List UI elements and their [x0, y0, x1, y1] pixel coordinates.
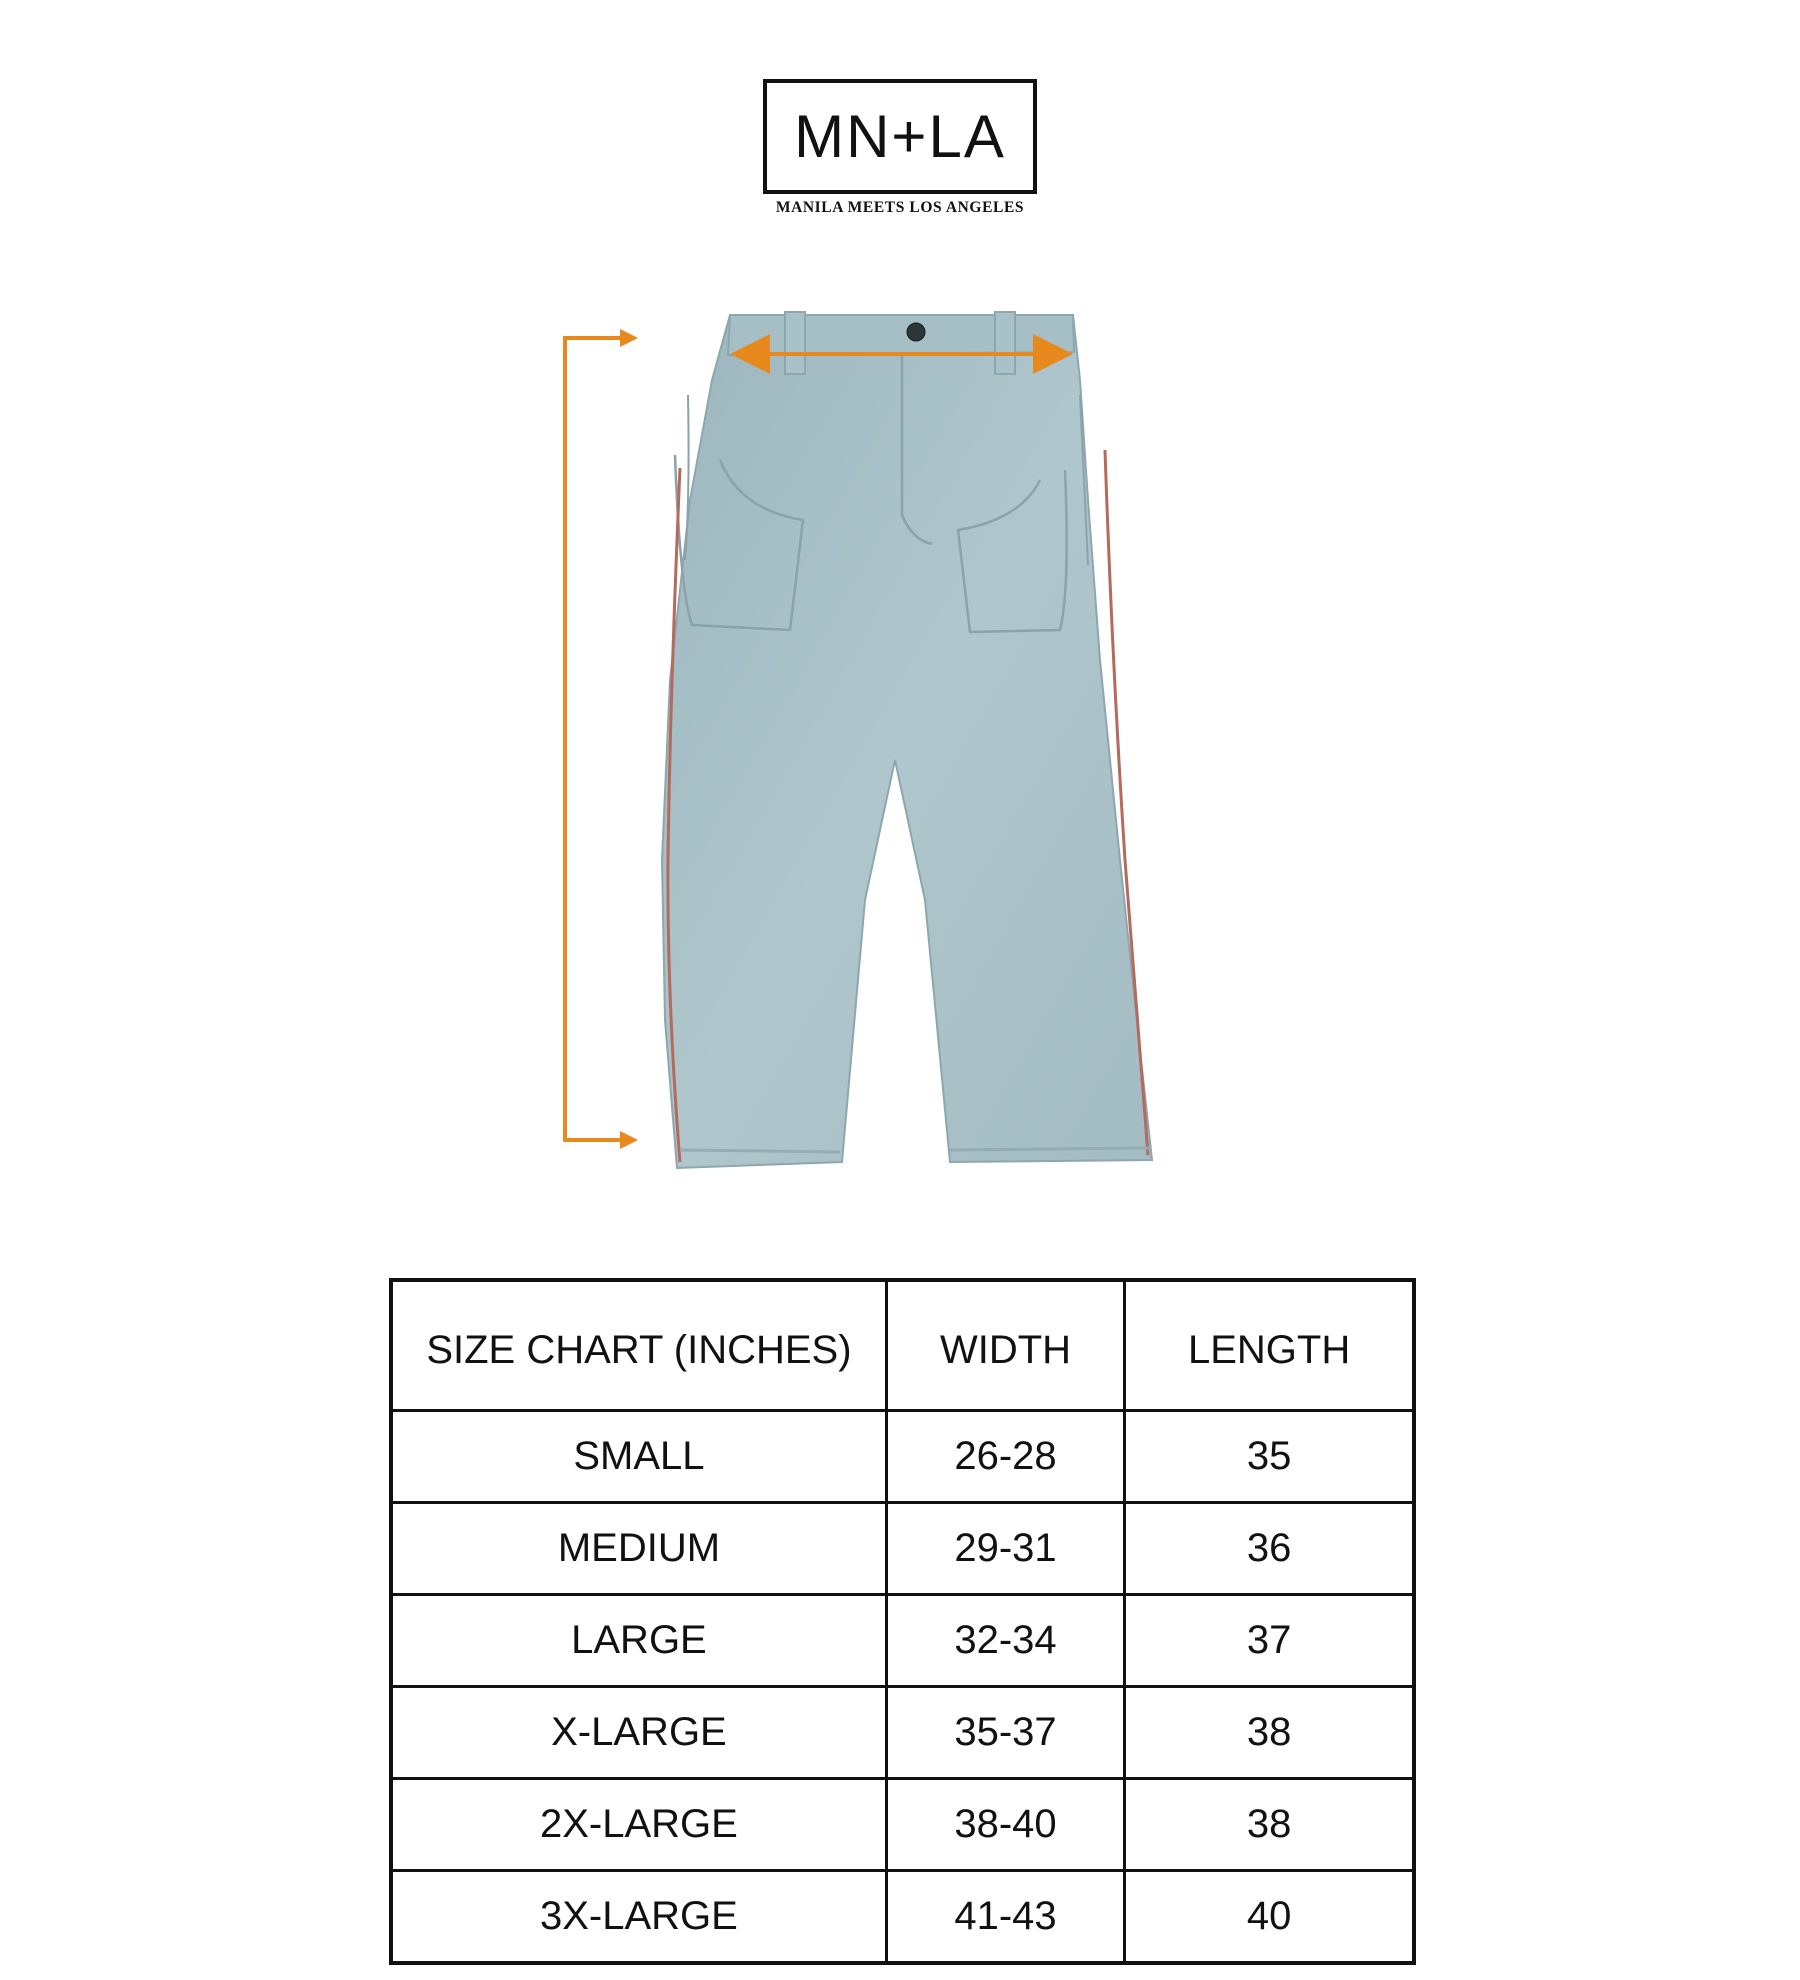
- cell-width: 29-31: [886, 1503, 1124, 1595]
- cell-width: 32-34: [886, 1595, 1124, 1687]
- table-header-row: [391, 1280, 1414, 1411]
- cell-width: 41-43: [886, 1871, 1124, 1964]
- pants-body: [662, 312, 1152, 1168]
- logo-text: MN+LA: [794, 102, 1006, 170]
- size-chart-table: [389, 1278, 1416, 1965]
- cell-width: 38-40: [886, 1779, 1124, 1871]
- pants-illustration: [540, 300, 1260, 1200]
- cell-width: 26-28: [886, 1411, 1124, 1503]
- cell-size: SMALL: [391, 1411, 886, 1503]
- header-width: WIDTH: [886, 1280, 1124, 1411]
- header-length: LENGTH: [1125, 1280, 1414, 1411]
- table-row: [391, 1595, 1414, 1687]
- table-row: [391, 1503, 1414, 1595]
- table-row: [391, 1411, 1414, 1503]
- brand-logo: [763, 79, 1037, 194]
- cell-width: 35-37: [886, 1687, 1124, 1779]
- header-size: SIZE CHART (INCHES): [391, 1280, 886, 1411]
- brand-tagline: MANILA MEETS LOS ANGELES: [775, 199, 1025, 216]
- cell-size: LARGE: [391, 1595, 886, 1687]
- cell-size: 3X-LARGE: [391, 1871, 886, 1964]
- length-measure-bracket: [565, 329, 638, 1149]
- cell-length: 40: [1125, 1871, 1414, 1964]
- table-row: [391, 1687, 1414, 1779]
- denim-pants-icon: [540, 300, 1260, 1200]
- cell-length: 35: [1125, 1411, 1414, 1503]
- cell-size: 2X-LARGE: [391, 1779, 886, 1871]
- cell-length: 37: [1125, 1595, 1414, 1687]
- table-row: [391, 1871, 1414, 1964]
- cell-length: 38: [1125, 1779, 1414, 1871]
- table-row: [391, 1779, 1414, 1871]
- cell-size: X-LARGE: [391, 1687, 886, 1779]
- cell-size: MEDIUM: [391, 1503, 886, 1595]
- cell-length: 36: [1125, 1503, 1414, 1595]
- cell-length: 38: [1125, 1687, 1414, 1779]
